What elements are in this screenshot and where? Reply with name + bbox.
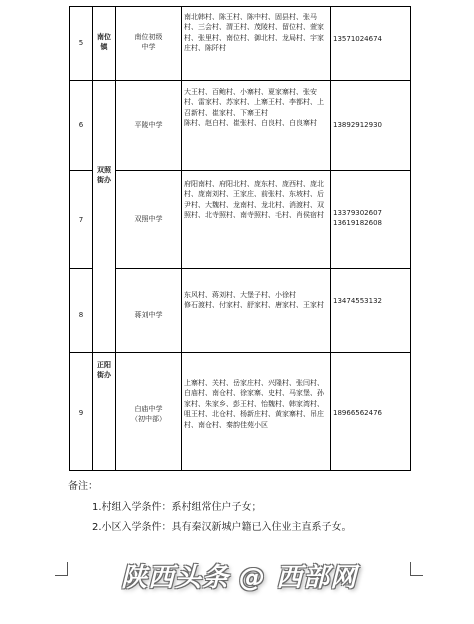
school-name: 蒋刘中学	[134, 311, 163, 319]
row-number: 9	[78, 409, 84, 417]
row-divider	[115, 268, 410, 269]
phone: 13892912930	[333, 121, 382, 129]
watermark: 陕西头条 @ 西部网	[121, 563, 358, 593]
row-number: 7	[78, 216, 84, 224]
crop-mark	[410, 562, 411, 576]
crop-mark	[67, 562, 68, 576]
row-number: 6	[78, 121, 84, 129]
school-name: 白庙中学 （初中部）	[131, 405, 166, 424]
table-border-left	[69, 6, 70, 471]
villages: 大王村、百鲍村、小寨村、夏家寨村、张安村、雷家村、苏家村、上寨王村、李都村、上召新村、崔家村、下寨王村 陈村、赵白村、崔张村、白良村、白良寨村	[184, 88, 324, 128]
villages: 府阳南村、府阳北村、庞东村、庞西村、庞北村、庞南刘村、王家庄、前张村、东坡村、后尹村、大魏村、龙南村、龙北村、消渡村、双照村、北寺照村、南寺照村、毛村、肖侯宿村	[184, 180, 324, 220]
phone: 18966562476	[333, 409, 382, 417]
row-divider	[69, 268, 92, 269]
villages: 上寨村、关村、岳家庄村、兴隆村、张闫村、白庙村、南仓村、徐家寨、史村、马家堡、孙家村、朱家乡、彭王村、怡魏村、韩家湾村、咀王村、北仓村、杨新庄村、黄家寨村、吊庄村、南仓村、秦韵佳苑小区	[184, 379, 324, 429]
phone: 13571024674	[333, 35, 382, 43]
school-name: 平陵中学	[134, 121, 163, 129]
crop-mark	[55, 575, 68, 576]
district-zhengyang: 正阳 街办	[97, 361, 111, 380]
row-divider	[69, 80, 410, 81]
notes-line-1: 1.村组入学条件：系村组常住户子女；	[92, 502, 262, 513]
row-divider	[115, 170, 410, 171]
col-divider-1	[92, 6, 93, 471]
table-border-top	[69, 6, 410, 7]
row-number: 8	[78, 311, 84, 319]
phone: 13474553132	[333, 297, 382, 305]
table-border-right	[410, 6, 411, 471]
district-shuangzhao: 双照 街办	[97, 166, 111, 185]
table-border-bottom	[69, 470, 410, 471]
villages: 东风村、蒋刘村、大堡子村、小徐村 修石渡村、付家村、舒家村、唐家村、王家村	[184, 291, 324, 310]
crop-mark	[410, 575, 423, 576]
row-divider	[69, 170, 92, 171]
notes-line-2: 2.小区入学条件：具有秦汉新城户籍已入住业主直系子女。	[92, 522, 352, 533]
row-divider	[69, 352, 410, 353]
row-number: 5	[78, 39, 84, 47]
villages: 南北韩村、陈王村、陈中村、固县村、张马村、三会村、渭王村、茂陵村、留位村、萱家村、张里村、南位村、御北村、龙局村、宇家庄村、陈阡村	[184, 13, 324, 53]
district-nanwei: 南位 镇	[97, 33, 111, 52]
school-name: 双照中学	[134, 215, 163, 223]
phone: 13379302607 13619182608	[333, 209, 382, 228]
col-divider-3	[181, 6, 182, 471]
school-name: 南位初级 中学	[134, 33, 163, 52]
notes-title: 备注：	[68, 481, 98, 492]
col-divider-2	[115, 6, 116, 471]
col-divider-4	[330, 6, 331, 471]
